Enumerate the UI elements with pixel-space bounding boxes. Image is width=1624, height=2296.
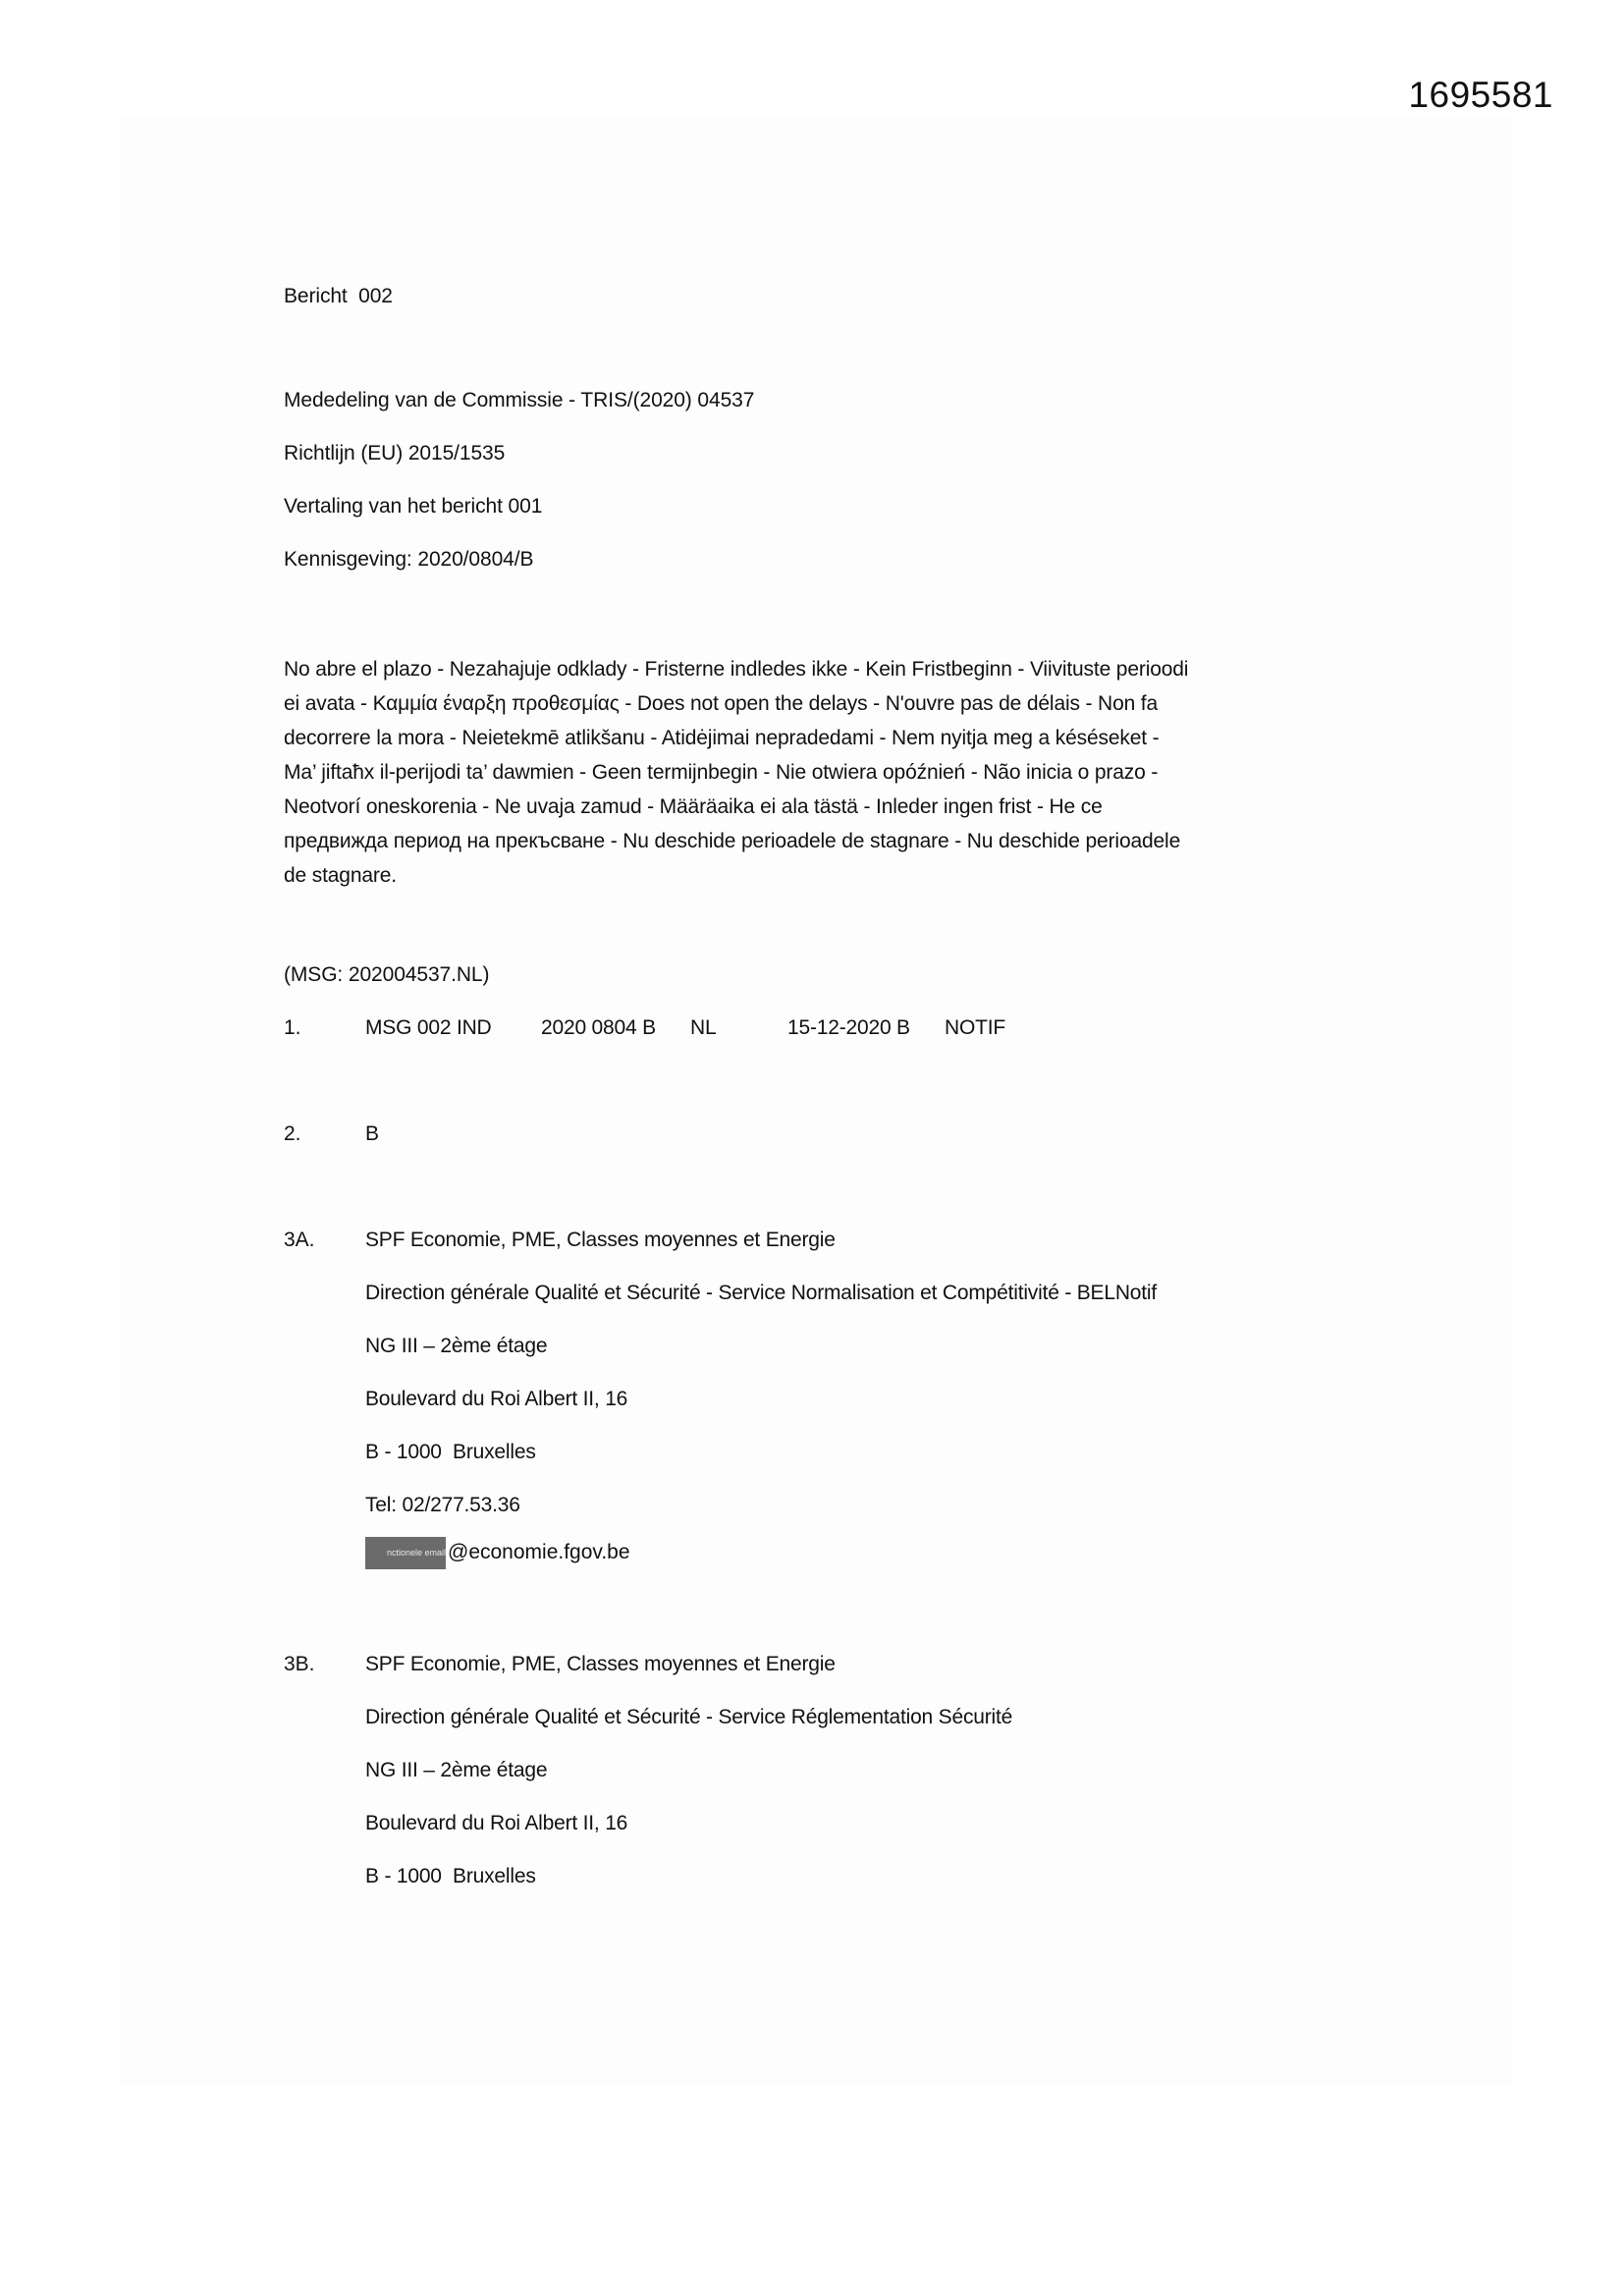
item-2-number: 2. — [284, 1122, 301, 1145]
item-2-value: B — [365, 1122, 379, 1145]
item-3b-organisation: SPF Economie, PME, Classes moyennes et Energie — [365, 1653, 836, 1675]
disclaimer-line: decorrere la mora - Neietekmē atlikšanu - Atidėjimai nepradedami - Nem nyitja meg a késéseket - — [284, 727, 1160, 749]
item-3b-street: Boulevard du Roi Albert II, 16 — [365, 1812, 628, 1834]
translation-note: Vertaling van het bericht 001 — [284, 495, 543, 518]
disclaimer-line: Neotvorí oneskorenia - Ne uvaja zamud - Määräaika ei ala tästä - Inleder ingen frist - Не се — [284, 795, 1103, 818]
item-1-language: NL — [690, 1016, 717, 1039]
item-1-date: 15-12-2020 B — [787, 1016, 910, 1039]
disclaimer-line: ei avata - Καμμία έναρξη προθεσμίας - Does not open the delays - N'ouvre pas de délais - Non fa — [284, 692, 1159, 715]
disclaimer-line: de stagnare. — [284, 864, 397, 887]
item-3a-floor: NG III – 2ème étage — [365, 1335, 548, 1357]
item-3a-number: 3A. — [284, 1229, 315, 1251]
item-3a-street: Boulevard du Roi Albert II, 16 — [365, 1388, 628, 1410]
msg-reference: (MSG: 202004537.NL) — [284, 963, 490, 986]
item-1-number: 1. — [284, 1016, 301, 1039]
item-3a-organisation: SPF Economie, PME, Classes moyennes et Energie — [365, 1229, 836, 1251]
email-domain: @economie.fgov.be — [448, 1541, 630, 1563]
multilingual-disclaimer — [284, 652, 1344, 893]
item-3a-email — [365, 1536, 630, 1569]
item-3a-phone: Tel: 02/277.53.36 — [365, 1494, 520, 1516]
item-3a-city: B - 1000 Bruxelles — [365, 1441, 536, 1463]
disclaimer-line: Ma’ jiftaħx il-perijodi ta’ dawmien - Geen termijnbegin - Nie otwiera opóźnień - Não inicia o prazo - — [284, 761, 1159, 784]
item-3b-department: Direction générale Qualité et Sécurité - Service Réglementation Sécurité — [365, 1706, 1013, 1728]
item-1-type: NOTIF — [945, 1016, 1005, 1039]
item-1-notification: 2020 0804 B — [541, 1016, 656, 1039]
item-3b-number: 3B. — [284, 1653, 315, 1675]
redacted-email-user: nctionele email — [365, 1537, 446, 1569]
item-1-msg: MSG 002 IND — [365, 1016, 492, 1039]
item-3b-city: B - 1000 Bruxelles — [365, 1865, 536, 1887]
item-3b-floor: NG III – 2ème étage — [365, 1759, 548, 1781]
notification-number: Kennisgeving: 2020/0804/B — [284, 548, 534, 571]
directive-reference: Richtlijn (EU) 2015/1535 — [284, 442, 506, 465]
document-id: 1695581 — [1408, 75, 1553, 115]
disclaimer-line: предвижда период на прекъсване - Nu deschide perioadele de stagnare - Nu deschide perioadele — [284, 830, 1181, 852]
disclaimer-line: No abre el plazo - Nezahajuje odklady - Fristerne indledes ikke - Kein Fristbeginn - Viivituste perioodi — [284, 658, 1189, 681]
item-3a-department: Direction générale Qualité et Sécurité - Service Normalisation et Compétitivité - BELNotif — [365, 1282, 1158, 1304]
commission-notice: Mededeling van de Commissie - TRIS/(2020) 04537 — [284, 389, 755, 411]
message-title: Bericht 002 — [284, 285, 393, 307]
